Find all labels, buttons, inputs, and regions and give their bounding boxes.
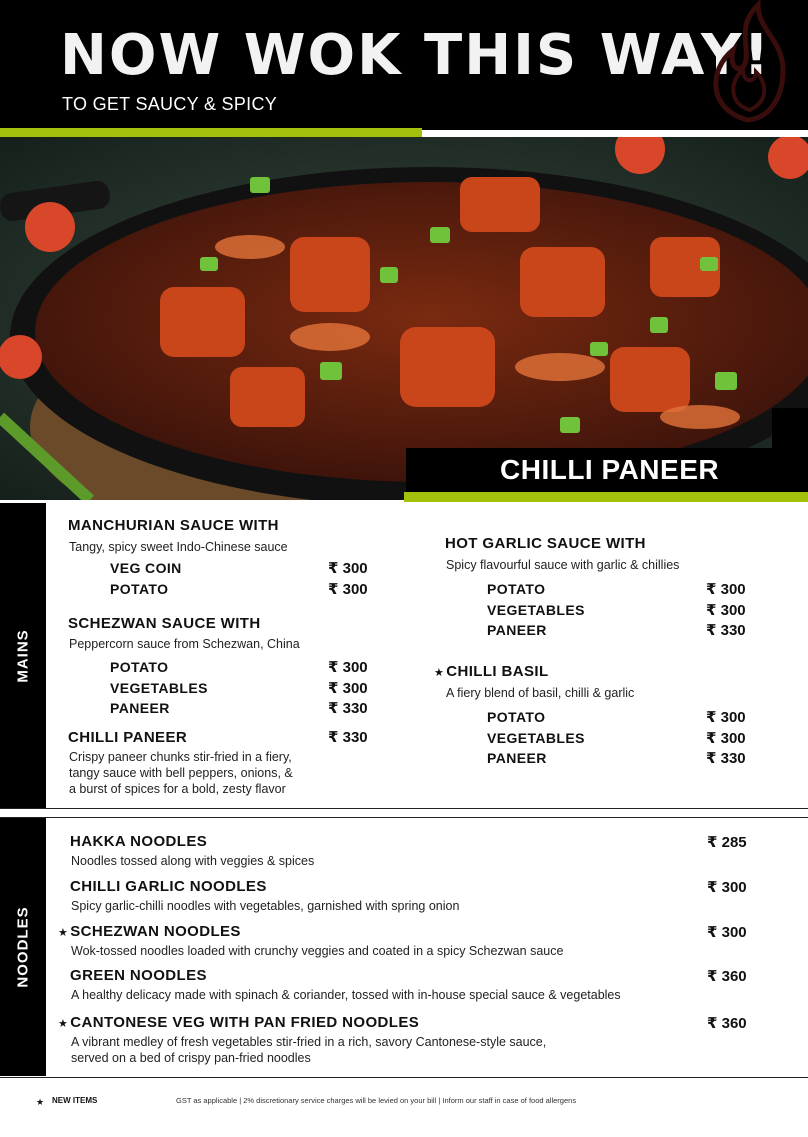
- menu-item-name: PANEER: [487, 750, 547, 766]
- chilli-paneer-price: ₹ 330: [328, 729, 368, 746]
- chilli-paneer-desc-2: tangy sauce with bell peppers, onions, &: [69, 766, 293, 780]
- hot-garlic-desc: Spicy flavourful sauce with garlic & chillies: [446, 558, 680, 572]
- noodle-desc: Wok-tossed noodles loaded with crunchy veggies and coated in a spicy Schezwan sauce: [71, 944, 564, 958]
- noodle-title: CHILLI GARLIC NOODLES: [70, 878, 267, 895]
- menu-item-name: POTATO: [487, 709, 546, 725]
- header: [0, 0, 808, 130]
- hero-dish-label: CHILLI PANEER: [500, 454, 720, 485]
- noodle-title: HAKKA NOODLES: [70, 833, 208, 850]
- accent-bar-hero: [404, 492, 808, 502]
- menu-item-price: ₹ 330: [706, 750, 746, 767]
- noodle-price: ₹ 285: [707, 834, 747, 851]
- footer-note: GST as applicable | 2% discretionary service charges will be levied on your bill | Inform our staff in case of food allergens: [176, 1096, 577, 1105]
- menu-item-name: VEGETABLES: [487, 602, 585, 618]
- menu-item-price: ₹ 300: [328, 680, 368, 697]
- menu-item-name: POTATO: [110, 581, 169, 597]
- menu-item-name: POTATO: [487, 581, 546, 597]
- divider: [0, 808, 808, 809]
- footer-new-items: NEW ITEMS: [52, 1096, 98, 1105]
- noodle-desc: A vibrant medley of fresh vegetables stir-fried in a rich, savory Cantonese-style sauce,: [71, 1035, 547, 1049]
- schezwan-title: SCHEZWAN SAUCE WITH: [68, 615, 261, 632]
- menu-item-name: POTATO: [110, 659, 169, 675]
- chilli-basil-desc: A fiery blend of basil, chilli & garlic: [446, 686, 635, 700]
- chilli-paneer-desc-3: a burst of spices for a bold, zesty flavor: [69, 782, 286, 796]
- menu-item-name: PANEER: [110, 700, 170, 716]
- menu-item-price: ₹ 300: [328, 560, 368, 577]
- noodle-desc: Spicy garlic-chilli noodles with vegetables, garnished with spring onion: [71, 899, 460, 913]
- menu-item-price: ₹ 300: [706, 581, 746, 598]
- menu-item-price: ₹ 300: [328, 659, 368, 676]
- noodle-desc: A healthy delicacy made with spinach & coriander, tossed with in-house special sauce & vegetables: [71, 988, 621, 1002]
- new-item-star-icon: ★: [58, 927, 69, 939]
- chilli-basil-title: ★ CHILLI BASIL: [434, 663, 549, 680]
- noodle-price: ₹ 360: [707, 968, 747, 985]
- chilli-paneer-desc-1: Crispy paneer chunks stir-fried in a fiery,: [69, 750, 292, 764]
- menu-item-price: ₹ 300: [706, 602, 746, 619]
- menu-item-price: ₹ 330: [706, 622, 746, 639]
- new-item-star-icon: ★: [58, 1018, 69, 1030]
- page-title: NOW WOK THIS WAY!: [60, 23, 772, 88]
- section-tab-mains: [0, 503, 46, 808]
- manchurian-title: MANCHURIAN SAUCE WITH: [68, 517, 279, 534]
- noodle-price: ₹ 360: [707, 1015, 747, 1032]
- menu-item-price: ₹ 300: [328, 581, 368, 598]
- menu-item-name: VEGETABLES: [487, 730, 585, 746]
- manchurian-desc: Tangy, spicy sweet Indo-Chinese sauce: [69, 540, 288, 554]
- divider: [0, 1077, 808, 1078]
- noodle-title: ★ CANTONESE VEG WITH PAN FRIED NOODLES: [58, 1014, 420, 1031]
- chilli-paneer-image: [0, 137, 808, 500]
- menu-item-name: VEG COIN: [110, 560, 182, 576]
- noodle-price: ₹ 300: [707, 924, 747, 941]
- schezwan-desc: Peppercorn sauce from Schezwan, China: [69, 637, 300, 651]
- section-label-mains: MAINS: [14, 628, 32, 683]
- menu-item-name: PANEER: [487, 622, 547, 638]
- hero-image: [0, 137, 808, 500]
- section-label-noodles: NOODLES: [14, 906, 32, 988]
- menu-item-name: VEGETABLES: [110, 680, 208, 696]
- flame-icon: [688, 0, 808, 130]
- noodle-desc-2: served on a bed of crispy pan-fried noodles: [71, 1051, 311, 1065]
- menu-item-price: ₹ 300: [706, 709, 746, 726]
- noodle-title: ★ SCHEZWAN NOODLES: [58, 923, 241, 940]
- noodle-desc: Noodles tossed along with veggies & spices: [71, 854, 315, 868]
- noodle-title: GREEN NOODLES: [70, 967, 207, 984]
- divider: [0, 817, 808, 818]
- menu-item-price: ₹ 300: [706, 730, 746, 747]
- noodle-price: ₹ 300: [707, 879, 747, 896]
- hot-garlic-title: HOT GARLIC SAUCE WITH: [445, 535, 646, 552]
- page-subtitle: TO GET SAUCY & SPICY: [62, 94, 278, 114]
- new-item-star-icon: ★: [434, 667, 445, 679]
- menu-item-price: ₹ 330: [328, 700, 368, 717]
- new-item-star-icon: ★: [36, 1097, 45, 1107]
- chilli-paneer-title: CHILLI PANEER: [68, 729, 188, 746]
- section-tab-noodles: [0, 818, 46, 1076]
